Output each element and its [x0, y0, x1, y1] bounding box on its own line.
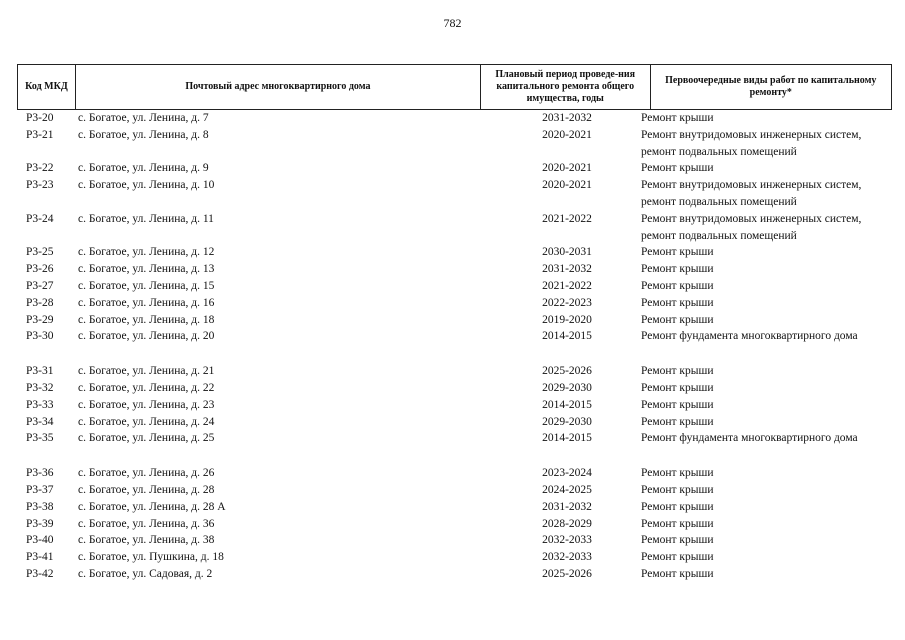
page-number: 782 [443, 16, 462, 30]
table-row [17, 363, 892, 380]
row-code: Р3-35 [26, 432, 54, 445]
row-period: 2019-2020 [542, 313, 592, 326]
row-code: Р3-21 [26, 128, 54, 141]
row-period: 2020-2021 [542, 162, 592, 175]
row-address: с. Богатое, ул. Ленина, д. 28 [78, 483, 215, 496]
table-row [17, 549, 892, 566]
row-works: Ремонт крыши [641, 246, 714, 259]
table-row [17, 261, 892, 278]
table-row [17, 430, 892, 465]
row-address: с. Богатое, ул. Ленина, д. 24 [78, 415, 215, 428]
row-address: с. Богатое, ул. Ленина, д. 13 [78, 263, 215, 276]
header-period: Плановый период проведе-ния капитального ремонта общего имущества, годы [481, 65, 651, 109]
row-works: Ремонт крыши [641, 567, 714, 580]
row-address: с. Богатое, ул. Ленина, д. 23 [78, 398, 215, 411]
row-period: 2031-2032 [542, 500, 592, 513]
row-code: Р3-23 [26, 179, 54, 192]
row-code: Р3-20 [26, 112, 54, 124]
row-period: 2032-2033 [542, 534, 592, 547]
table-row [17, 482, 892, 499]
table-row [17, 414, 892, 431]
table-row [17, 397, 892, 414]
row-period: 2028-2029 [542, 517, 592, 530]
row-period: 2021-2022 [542, 212, 592, 225]
row-address: с. Богатое, ул. Ленина, д. 18 [78, 313, 215, 326]
row-address: с. Богатое, ул. Ленина, д. 38 [78, 534, 215, 547]
row-code: Р3-24 [26, 212, 54, 225]
row-code: Р3-38 [26, 500, 54, 513]
header-works: Первоочередные виды работ по капитальному ремонту* [665, 75, 877, 98]
row-code: Р3-26 [26, 263, 54, 276]
row-code: Р3-32 [26, 381, 54, 394]
row-code: Р3-29 [26, 313, 54, 326]
table-row [17, 127, 892, 161]
row-code: Р3-39 [26, 517, 54, 530]
row-code: Р3-25 [26, 246, 54, 259]
table-row [17, 566, 892, 583]
row-works: Ремонт крыши [641, 263, 714, 276]
row-period: 2029-2030 [542, 381, 592, 394]
row-address: с. Богатое, ул. Ленина, д. 11 [78, 212, 214, 225]
row-period: 2029-2030 [542, 415, 592, 428]
row-code: Р3-30 [26, 330, 54, 343]
row-period: 2025-2026 [542, 365, 592, 378]
table-row [17, 499, 892, 516]
row-code: Р3-28 [26, 296, 54, 309]
row-works: Ремонт крыши [641, 112, 714, 124]
row-works: Ремонт крыши [641, 467, 714, 480]
row-period: 2032-2033 [542, 551, 592, 564]
row-address: с. Богатое, ул. Ленина, д. 15 [78, 279, 215, 292]
row-period: 2021-2022 [542, 279, 592, 292]
row-period: 2020-2021 [542, 128, 592, 141]
row-address: с. Богатое, ул. Ленина, д. 26 [78, 467, 215, 480]
row-code: Р3-40 [26, 534, 54, 547]
table-header [17, 64, 892, 110]
row-period: 2031-2032 [542, 112, 592, 124]
row-address: с. Богатое, ул. Ленина, д. 28 А [78, 500, 226, 513]
row-works: Ремонт внутридомовых инженерных систем, ремонт подвальных помещений [641, 212, 862, 242]
row-works: Ремонт крыши [641, 551, 714, 564]
row-address: с. Богатое, ул. Ленина, д. 20 [78, 330, 215, 343]
row-works: Ремонт крыши [641, 534, 714, 547]
row-works: Ремонт крыши [641, 483, 714, 496]
row-works: Ремонт фундамента многоквартирного дома [641, 432, 858, 445]
row-period: 2014-2015 [542, 398, 592, 411]
row-works: Ремонт крыши [641, 398, 714, 411]
row-works: Ремонт крыши [641, 517, 714, 530]
row-works: Ремонт крыши [641, 365, 714, 378]
table-row [17, 465, 892, 482]
table-row [17, 211, 892, 245]
row-address: с. Богатое, ул. Ленина, д. 22 [78, 381, 215, 394]
row-address: с. Богатое, ул. Ленина, д. 21 [78, 365, 215, 378]
row-code: Р3-36 [26, 467, 54, 480]
row-works: Ремонт крыши [641, 415, 714, 428]
header-code: Код МКД [18, 65, 76, 109]
header-address: Почтовый адрес многоквартирного дома [76, 65, 481, 109]
row-period: 2020-2021 [542, 179, 592, 192]
row-address: с. Богатое, ул. Ленина, д. 7 [78, 112, 209, 124]
row-address: с. Богатое, ул. Ленина, д. 12 [78, 246, 215, 259]
row-code: Р3-41 [26, 551, 54, 564]
row-works: Ремонт крыши [641, 500, 714, 513]
row-period: 2024-2025 [542, 483, 592, 496]
row-address: с. Богатое, ул. Пушкина, д. 18 [78, 551, 224, 564]
row-works: Ремонт крыши [641, 162, 714, 175]
row-code: Р3-33 [26, 398, 54, 411]
table-row [17, 312, 892, 329]
row-code: Р3-31 [26, 365, 54, 378]
row-works: Ремонт крыши [641, 296, 714, 309]
table-row [17, 532, 892, 549]
row-code: Р3-27 [26, 279, 54, 292]
row-address: с. Богатое, ул. Садовая, д. 2 [78, 567, 213, 580]
row-address: с. Богатое, ул. Ленина, д. 10 [78, 179, 215, 192]
row-period: 2030-2031 [542, 246, 592, 259]
table-row [17, 110, 892, 127]
row-works: Ремонт крыши [641, 381, 714, 394]
table-body [17, 110, 892, 583]
row-code: Р3-37 [26, 483, 54, 496]
table-row [17, 295, 892, 312]
row-works: Ремонт внутридомовых инженерных систем, ремонт подвальных помещений [641, 179, 862, 208]
row-code: Р3-22 [26, 162, 54, 175]
row-works: Ремонт фундамента многоквартирного дома [641, 330, 858, 343]
table-row [17, 244, 892, 261]
table-row [17, 328, 892, 363]
table-row [17, 160, 892, 177]
row-code: Р3-42 [26, 567, 54, 580]
table-row [17, 380, 892, 397]
row-period: 2014-2015 [542, 432, 592, 445]
table-row [17, 278, 892, 295]
table-row [17, 177, 892, 211]
row-period: 2022-2023 [542, 296, 592, 309]
row-works: Ремонт крыши [641, 279, 714, 292]
row-period: 2023-2024 [542, 467, 592, 480]
table-row [17, 516, 892, 533]
row-works: Ремонт крыши [641, 313, 714, 326]
row-address: с. Богатое, ул. Ленина, д. 16 [78, 296, 215, 309]
row-code: Р3-34 [26, 415, 54, 428]
row-period: 2025-2026 [542, 567, 592, 580]
row-works: Ремонт внутридомовых инженерных систем, ремонт подвальных помещений [641, 128, 862, 158]
row-address: с. Богатое, ул. Ленина, д. 9 [78, 162, 209, 175]
row-period: 2014-2015 [542, 330, 592, 343]
row-address: с. Богатое, ул. Ленина, д. 36 [78, 517, 215, 530]
row-address: с. Богатое, ул. Ленина, д. 8 [78, 128, 209, 141]
row-period: 2031-2032 [542, 263, 592, 276]
row-address: с. Богатое, ул. Ленина, д. 25 [78, 432, 215, 445]
